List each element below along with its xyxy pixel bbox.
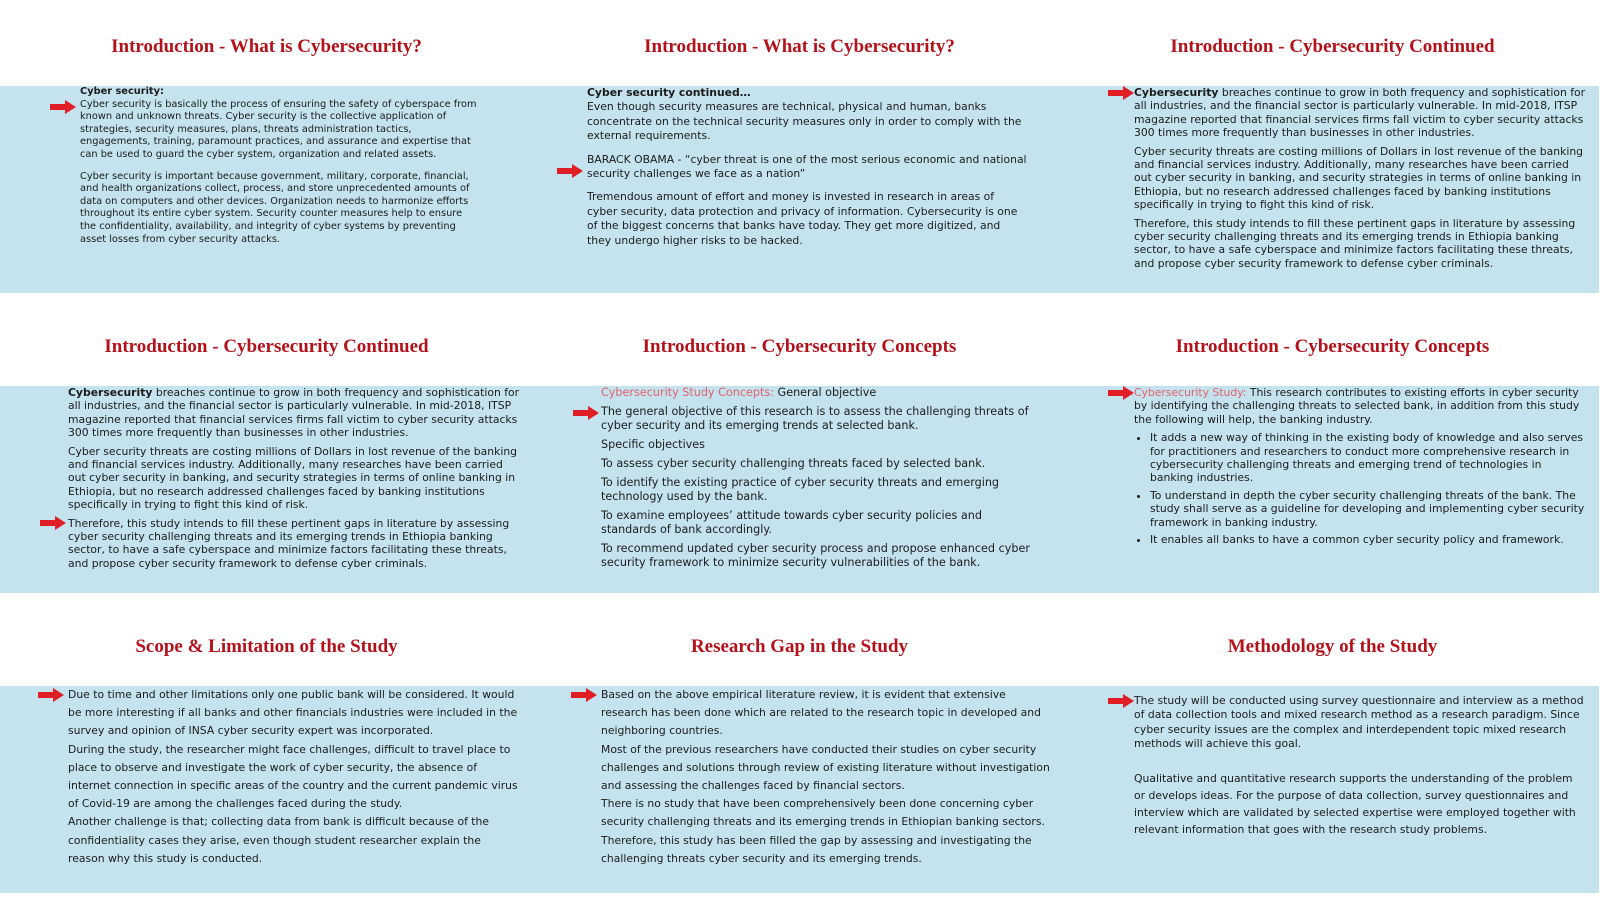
slide-body bbox=[533, 386, 1066, 593]
paragraph: Tremendous amount of effort and money is invested in research in areas of cyber security, data protection and privacy of information. Cybersecurity is one of the biggest concerns that banks have today. They get more digitized, and they undergo higher risks to be hacked. bbox=[587, 190, 1018, 247]
slide-title: Introduction - Cybersecurity Concepts bbox=[1175, 336, 1490, 357]
paragraph: Cybersecurity breaches continue to grow in both frequency and sophistication for all industries, and the financial sector is particularly vulnerable. In mid-2018, ITSP magazine reported that financial services firms fall victim to cyber security attacks 300 times more frequently than businesses in other industries. bbox=[68, 386, 520, 440]
slide-text bbox=[1134, 694, 1586, 889]
slide-body bbox=[1066, 686, 1599, 893]
paragraph: The general objective of this research is to assess the challenging threats of cyber security and its emerging trends at selected bank. bbox=[601, 405, 1029, 432]
paragraph: To identify the existing practice of cyber security threats and emerging technology used by the bank. bbox=[601, 476, 1000, 503]
paragraph: Cyber security is basically the process of ensuring the safety of cyberspace from known and unknown threats. Cyber security is the collective application of strategies, security measures, plans, threats administration tactics, engagements, training, paramount practices, and assurance and expertise that can be used to guard the cyber system, organization and related assets. bbox=[80, 98, 477, 160]
slide-7[interactable] bbox=[0, 600, 533, 899]
slide-3[interactable] bbox=[1066, 0, 1599, 299]
red-arrow-icon bbox=[1108, 386, 1134, 400]
paragraph: Cyber security is important because government, military, corporate, financial, and health organizations collect, process, and store unprecedented amounts of data on computers and other devices. Organization needs to harmonize efforts throughout its entire cyber system. Security counter measures help to ensure the confidentiality, availability, and integrity of cyber systems by preventing asset losses from cyber security attacks. bbox=[80, 170, 470, 245]
slide-body bbox=[0, 86, 533, 293]
bullet-list bbox=[1134, 431, 1586, 546]
red-arrow-icon bbox=[1108, 86, 1134, 100]
paragraph: To assess cyber security challenging threats faced by selected bank. bbox=[601, 457, 986, 470]
slide-body bbox=[533, 86, 1066, 293]
slide-1[interactable] bbox=[0, 0, 533, 299]
slide-text bbox=[601, 686, 1053, 889]
slide-title: Introduction - Cybersecurity Continued bbox=[104, 336, 429, 357]
paragraph: Even though security measures are technical, physical and human, banks concentrate on the technical security measures only in order to comply with the external requirements. bbox=[587, 100, 1022, 143]
slide-2[interactable] bbox=[533, 0, 1066, 299]
paragraph: Most of the previous researchers have conducted their studies on cyber security challenges and solutions through review of existing literature without investigation and assessing the challenges faced by financial sectors. bbox=[601, 742, 1050, 793]
lead-term: Cybersecurity Study Concepts: bbox=[601, 386, 774, 399]
list-item: • It adds a new way of thinking in the existing body of knowledge and also serves for practitioners and researchers to conduct more comprehensive research in cybersecurity challenging threats and emerging trend of technologies in banking industries. bbox=[1150, 431, 1586, 485]
slide-text bbox=[587, 86, 1027, 289]
list-item: • It enables all banks to have a common cyber security policy and framework. bbox=[1150, 533, 1586, 546]
paragraph: Based on the above empirical literature review, it is evident that extensive research has been done which are related to the research topic in developed and neighboring countries. bbox=[601, 688, 1041, 738]
slide-text bbox=[68, 386, 520, 589]
paragraph: To recommend updated cyber security process and propose enhanced cyber security framework to minimize security vulnerabilities of the bank. bbox=[601, 542, 1030, 569]
slide-title: Introduction - What is Cybersecurity? bbox=[644, 36, 955, 57]
paragraph: Another challenge is that; collecting data from bank is difficult because of the confidentiality cases they arise, even though student researcher explain the reason why this study is conducted. bbox=[68, 815, 490, 865]
paragraph: During the study, the researcher might face challenges, difficult to travel place to place to observe and investigate the work of cyber security, the absence of internet connection in specific areas of the country and the current pandemic virus of Covid-19 are among the challenges faced during the study. bbox=[68, 742, 518, 811]
red-arrow-icon bbox=[40, 516, 66, 530]
red-arrow-icon bbox=[573, 406, 599, 420]
red-arrow-icon bbox=[38, 688, 64, 702]
paragraph: To examine employees’ attitude towards cyber security policies and standards of bank accordingly. bbox=[601, 509, 982, 536]
slide-body bbox=[0, 386, 533, 593]
paragraph: Due to time and other limitations only one public bank will be considered. It would be more interesting if all banks and other financials industries were included in the survey and opinion of INSA cyber security expert was incorporated. bbox=[68, 688, 518, 738]
paragraph: Cyber security threats are costing millions of Dollars in lost revenue of the banking and financial services industry. Additionally, many researches have been carried out cyber security in banking, and security strategies in terms of online banking in Ethiopia, but no research addressed challenges faced by banking institutions specifically in trying to fight this kind of risk. bbox=[68, 444, 518, 512]
slide-title: Methodology of the Study bbox=[1227, 636, 1438, 657]
slide-text bbox=[80, 86, 480, 289]
red-arrow-icon bbox=[1108, 694, 1134, 708]
slide-text bbox=[601, 386, 1033, 589]
slide-text bbox=[1134, 386, 1586, 589]
paragraph: Therefore, this study intends to fill these pertinent gaps in literature by assessing cyber security challenging threats and its emerging trends in Ethiopia banking sector, to have a safe cyberspace and minimize factors facilitating these threats, and propose cyber security framework to defense cyber criminals. bbox=[68, 516, 510, 570]
paragraph: Cybersecurity Study: This research contributes to existing efforts in cyber security by identifying the challenging threats to selected bank, in addition from this study the following will help, the banking industry. bbox=[1134, 386, 1580, 426]
slide-heading: Cyber security continued… bbox=[587, 86, 751, 99]
paragraph: Cybersecurity breaches continue to grow in both frequency and sophistication for all industries, and the financial sector is particularly vulnerable. In mid-2018, ITSP magazine reported that financial services firms fall victim to cyber security attacks 300 times more frequently than businesses in other industries. bbox=[1134, 86, 1586, 140]
lead-term: Cybersecurity Study: bbox=[1134, 386, 1247, 399]
slide-body bbox=[533, 686, 1066, 893]
lead-term: Cybersecurity bbox=[68, 386, 153, 399]
paragraph: Cyber security threats are costing millions of Dollars in lost revenue of the banking and financial services industry. Additionally, many researches have been carried out cyber security in banking, and security strategies in terms of online banking in Ethiopia, but no research addressed challenges faced by banking institutions specifically in trying to fight this kind of risk. bbox=[1134, 144, 1584, 212]
slide-title: Introduction - What is Cybersecurity? bbox=[111, 36, 422, 57]
lead-term: Cybersecurity bbox=[1134, 86, 1219, 99]
slide-body bbox=[1066, 86, 1599, 293]
paragraph: There is no study that have been comprehensively been done concerning cyber security challenging threats and its emerging trends in Ethiopian banking sectors. Therefore, this study has been filled the gap by assessing and investigating the challenging threats cyber security and its emerging trends. bbox=[601, 797, 1045, 865]
slide-body bbox=[0, 686, 533, 893]
red-arrow-icon bbox=[557, 164, 583, 178]
paragraph: Specific objectives bbox=[601, 438, 706, 451]
slide-text bbox=[1134, 86, 1586, 289]
slide-text bbox=[68, 686, 520, 889]
slide-4[interactable] bbox=[0, 300, 533, 599]
slide-title: Introduction - Cybersecurity Concepts bbox=[642, 336, 957, 357]
red-arrow-icon bbox=[50, 100, 76, 114]
paragraph: Therefore, this study intends to fill these pertinent gaps in literature by assessing cyber security challenging threats and its emerging trends in Ethiopia banking sector, to have a safe cyberspace and minimize factors facilitating these threats, and propose cyber security framework to defense cyber criminals. bbox=[1134, 216, 1576, 270]
slide-title: Introduction - Cybersecurity Continued bbox=[1170, 36, 1495, 57]
paragraph: The study will be conducted using survey questionnaire and interview as a method of data collection tools and mixed research method as a research paradigm. Since cyber security issues are the complex and interdependent topic mixed research methods will achieve this goal. bbox=[1134, 694, 1584, 751]
red-arrow-icon bbox=[571, 688, 597, 702]
paragraph: Qualitative and quantitative research supports the understanding of the problem or develops ideas. For the purpose of data collection, survey questionnaires and interview which are validated by selected expertise were employed together with relevant information that goes with the research study problems. bbox=[1134, 771, 1576, 837]
slide-title: Scope & Limitation of the Study bbox=[135, 636, 398, 657]
slide-heading: Cyber security: bbox=[80, 86, 164, 97]
slide-6[interactable] bbox=[1066, 300, 1599, 599]
list-item: • To understand in depth the cyber security challenging threats of the bank. The study shall serve as a guideline for developing and implementing cyber security framework in banking industry. bbox=[1150, 489, 1586, 529]
paragraph: BARACK OBAMA - “cyber threat is one of the most serious economic and national security challenges we face as a nation” bbox=[587, 152, 1027, 181]
slide-8[interactable] bbox=[533, 600, 1066, 899]
paragraph: Cybersecurity Study Concepts: General objective bbox=[601, 386, 877, 399]
slide-9[interactable] bbox=[1066, 600, 1599, 899]
slide-5[interactable] bbox=[533, 300, 1066, 599]
slide-title: Research Gap in the Study bbox=[690, 636, 909, 657]
slide-body bbox=[1066, 386, 1599, 593]
